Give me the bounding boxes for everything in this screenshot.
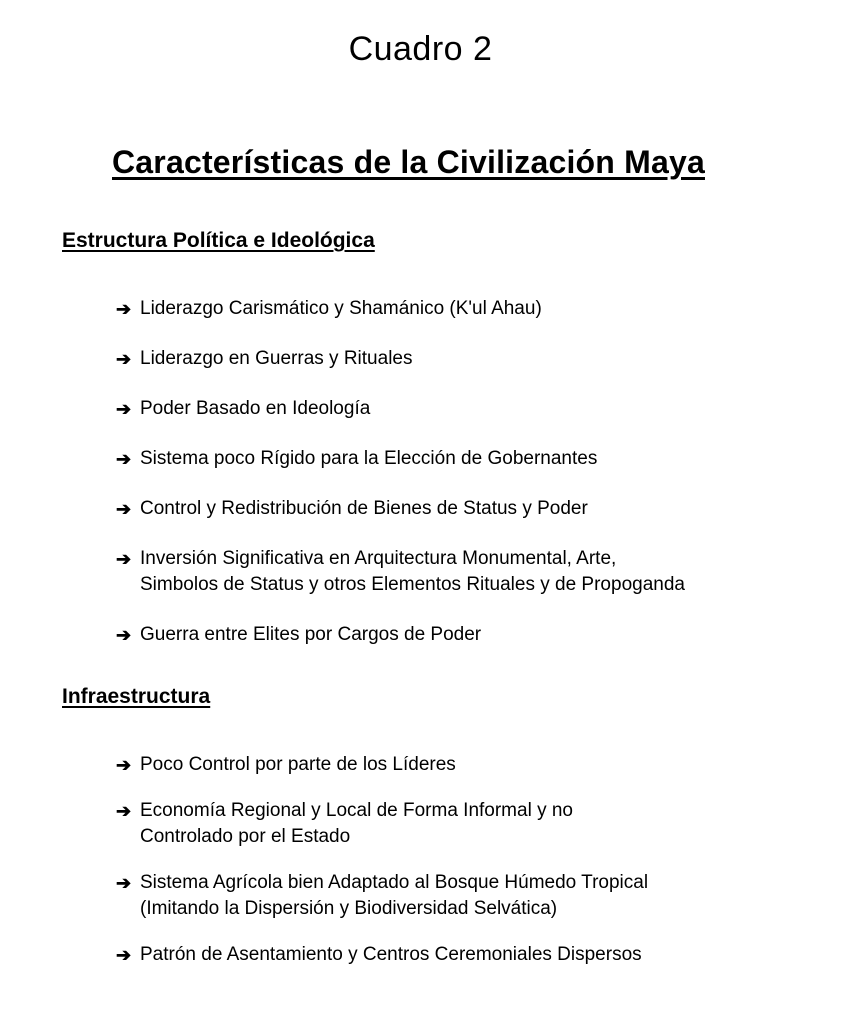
list-item <box>116 942 816 968</box>
arrow-right-icon: ➔ <box>116 873 132 893</box>
arrow-right-icon: ➔ <box>116 449 132 469</box>
list-item <box>116 870 816 922</box>
list-item <box>116 798 816 850</box>
list-item <box>116 546 816 598</box>
list-item-line: Poco Control por parte de los Líderes <box>140 754 456 775</box>
list-item-line: Poder Basado en Ideología <box>140 398 371 419</box>
arrow-right-icon: ➔ <box>116 349 132 369</box>
list-item-text <box>140 622 481 648</box>
list-item-line: Sistema poco Rígido para la Elección de Gobernantes <box>140 448 598 469</box>
list-item-text <box>140 798 573 850</box>
list-item-line: Sistema Agrícola bien Adaptado al Bosque Húmedo Tropical <box>140 872 649 893</box>
list-item <box>116 396 816 422</box>
list-item-line: Controlado por el Estado <box>140 826 351 847</box>
arrow-right-icon: ➔ <box>116 499 132 519</box>
arrow-right-icon: ➔ <box>116 399 132 419</box>
list-item-line: Economía Regional y Local de Forma Informal y no <box>140 800 573 821</box>
section-heading-estructura: Estructura Política e Ideológica <box>62 229 375 252</box>
list-item <box>116 496 816 522</box>
list-item-line: Liderazgo Carismático y Shamánico (K'ul Ahau) <box>140 298 542 319</box>
list-item <box>116 446 816 472</box>
list-item-line: (Imitando la Dispersión y Biodiversidad Selvática) <box>140 898 558 919</box>
arrow-right-icon: ➔ <box>116 625 132 645</box>
list-item <box>116 622 816 648</box>
list-item <box>116 752 816 778</box>
arrow-right-icon: ➔ <box>116 755 132 775</box>
arrow-right-icon: ➔ <box>116 299 132 319</box>
list-item-line: Guerra entre Elites por Cargos de Poder <box>140 624 482 645</box>
list-item-text <box>140 396 370 422</box>
list-item <box>116 296 816 322</box>
list-item-text <box>140 546 685 598</box>
page-title: Características de la Civilización Maya <box>112 144 705 180</box>
list-item-text <box>140 496 588 522</box>
list-item <box>116 346 816 372</box>
list-item-line: Liderazgo en Guerras y Rituales <box>140 348 413 369</box>
list-item-text <box>140 942 642 968</box>
arrow-right-icon: ➔ <box>116 549 132 569</box>
list-item-line: Patrón de Asentamiento y Centros Ceremoniales Dispersos <box>140 944 642 965</box>
list-item-text <box>140 296 542 322</box>
list-item-line: Control y Redistribución de Bienes de Status y Poder <box>140 498 588 519</box>
list-item-text <box>140 752 456 778</box>
section-heading-infraestructura: Infraestructura <box>62 685 211 708</box>
bullet-list-infraestructura <box>116 752 816 988</box>
bullet-list-estructura <box>116 296 816 672</box>
arrow-right-icon: ➔ <box>116 945 132 965</box>
list-item-text <box>140 346 412 372</box>
list-item-line: Simbolos de Status y otros Elementos Rituales y de Propoganda <box>140 574 685 595</box>
list-item-text <box>140 870 648 922</box>
table-caption: Cuadro 2 <box>348 30 493 68</box>
list-item-text <box>140 446 597 472</box>
arrow-right-icon: ➔ <box>116 801 132 821</box>
list-item-line: Inversión Significativa en Arquitectura Monumental, Arte, <box>140 548 617 569</box>
